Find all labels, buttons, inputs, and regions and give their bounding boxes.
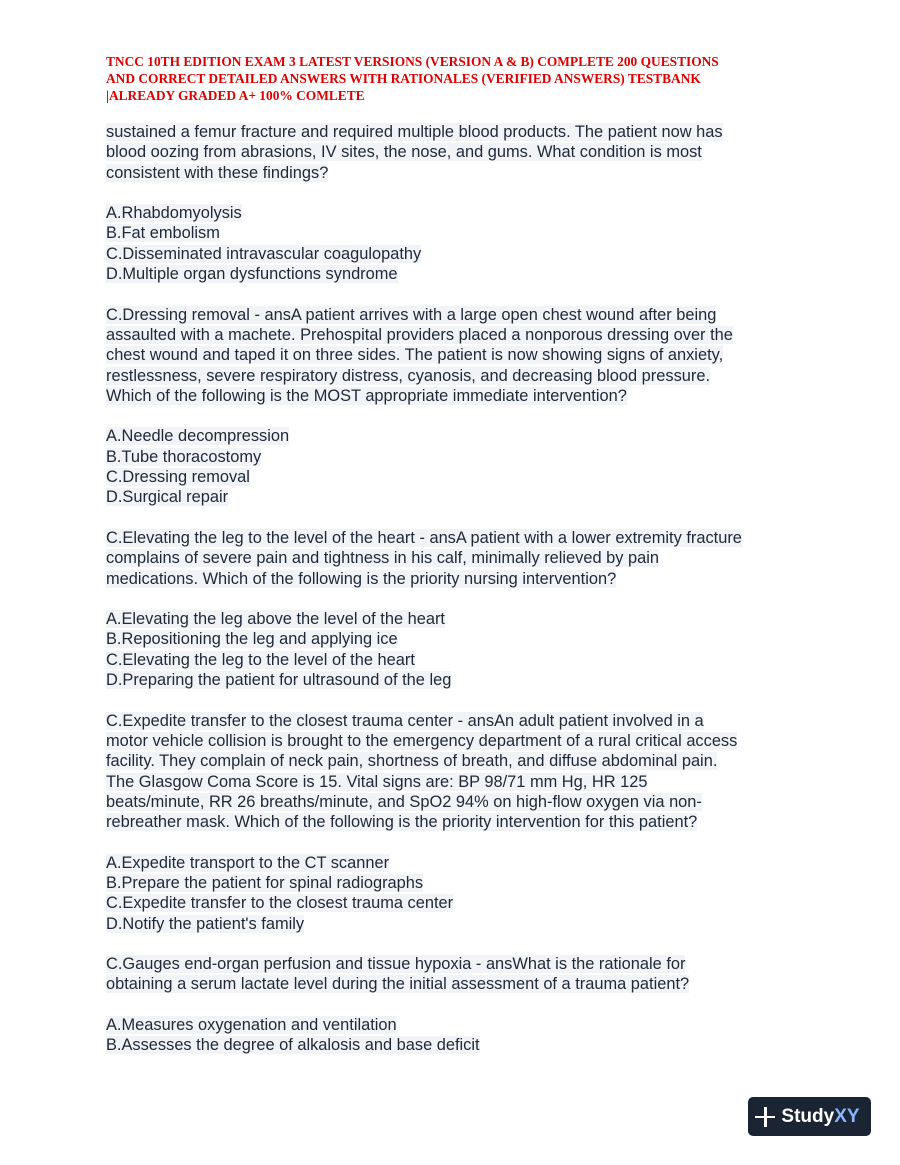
- text-line: [106, 670, 826, 690]
- paragraph-gap: [106, 832, 826, 852]
- text-line: [106, 244, 826, 264]
- text-line: [106, 974, 826, 994]
- line-text: B.Fat embolism: [106, 224, 220, 243]
- text-line: [106, 893, 826, 913]
- text-line: [106, 447, 826, 467]
- line-text: complains of severe pain and tightness in his calf, minimally relieved by pain: [106, 549, 660, 568]
- text-line: [106, 792, 826, 812]
- line-text: assaulted with a machete. Prehospital providers placed a nonporous dressing over the: [106, 325, 733, 344]
- line-text: beats/minute, RR 26 breaths/minute, and SpO2 94% on high-flow oxygen via non-: [106, 792, 702, 811]
- line-text: blood oozing from abrasions, IV sites, the nose, and gums. What condition is most: [106, 143, 702, 162]
- line-text: A.Needle decompression: [106, 427, 290, 446]
- text-line: [106, 528, 826, 548]
- paragraph: [106, 954, 826, 995]
- line-text: C.Elevating the leg to the level of the heart: [106, 650, 415, 669]
- text-line: [106, 569, 826, 589]
- paragraph: [106, 609, 826, 690]
- brand-accent: XY: [834, 1105, 860, 1127]
- text-line: [106, 426, 826, 446]
- paragraph: [106, 426, 826, 507]
- line-text: C.Gauges end-organ perfusion and tissue hypoxia - ansWhat is the rationale for: [106, 955, 686, 974]
- line-text: medications. Which of the following is the priority nursing intervention?: [106, 569, 617, 588]
- line-text: C.Disseminated intravascular coagulopathy: [106, 244, 422, 263]
- line-text: B.Repositioning the leg and applying ice: [106, 630, 398, 649]
- line-text: B.Tube thoracostomy: [106, 447, 262, 466]
- line-text: C.Dressing removal - ansA patient arrives with a large open chest wound after being: [106, 305, 717, 324]
- paragraph: [106, 1015, 826, 1056]
- paragraph: [106, 305, 826, 406]
- line-text: B.Prepare the patient for spinal radiographs: [106, 873, 424, 892]
- line-text: sustained a femur fracture and required multiple blood products. The patient now has: [106, 123, 723, 141]
- text-line: [106, 914, 826, 934]
- line-text: facility. They complain of neck pain, shortness of breath, and diffuse abdominal pain.: [106, 752, 718, 771]
- text-line: [106, 873, 826, 893]
- line-text: consistent with these findings?: [106, 163, 329, 182]
- text-line: [106, 1015, 826, 1035]
- paragraph-gap: [106, 995, 826, 1015]
- text-line: [106, 142, 826, 162]
- line-text: D.Multiple organ dysfunctions syndrome: [106, 265, 398, 284]
- brand-main: Study: [781, 1105, 835, 1127]
- text-line: [106, 629, 826, 649]
- text-line: [106, 548, 826, 568]
- line-text: A.Elevating the leg above the level of the heart: [106, 610, 445, 629]
- paragraph-gap: [106, 284, 826, 304]
- paragraph-gap: [106, 690, 826, 710]
- plus-icon: [755, 1107, 775, 1127]
- text-line: [106, 772, 826, 792]
- line-text: A.Measures oxygenation and ventilation: [106, 1016, 397, 1035]
- text-line: [106, 609, 826, 629]
- text-line: [106, 325, 826, 345]
- paragraph-gap: [106, 934, 826, 954]
- line-text: D.Surgical repair: [106, 488, 229, 507]
- text-line: [106, 751, 826, 771]
- paragraph: [106, 711, 826, 833]
- text-line: [106, 853, 826, 873]
- text-line: [106, 487, 826, 507]
- line-text: chest wound and taped it on three sides. The patient is now showing signs of anxiety,: [106, 346, 724, 365]
- text-line: [106, 223, 826, 243]
- paragraph: [106, 528, 826, 589]
- header-line-3: |ALREADY GRADED A+ 100% COMLETE: [106, 88, 365, 103]
- paragraph: [106, 203, 826, 284]
- text-line: [106, 812, 826, 832]
- text-line: [106, 467, 826, 487]
- line-text: C.Elevating the leg to the level of the heart - ansA patient with a lower extremity fracture: [106, 528, 742, 547]
- paragraph-gap: [106, 508, 826, 528]
- paragraph: [106, 853, 826, 934]
- line-text: motor vehicle collision is brought to the emergency department of a rural critical access: [106, 731, 738, 750]
- paragraph-gap: [106, 183, 826, 203]
- line-text: D.Notify the patient's family: [106, 914, 305, 933]
- line-text: B.Assesses the degree of alkalosis and base deficit: [106, 1036, 480, 1055]
- paragraph-gap: [106, 406, 826, 426]
- line-text: A.Rhabdomyolysis: [106, 204, 242, 223]
- paragraph-gap: [106, 589, 826, 609]
- line-text: rebreather mask. Which of the following is the priority intervention for this patient?: [106, 813, 698, 832]
- studyxy-badge[interactable]: [748, 1097, 871, 1136]
- text-line: [106, 386, 826, 406]
- header-line-2: AND CORRECT DETAILED ANSWERS WITH RATIONALES (VERIFIED ANSWERS) TESTBANK: [106, 71, 701, 86]
- line-text: C.Dressing removal: [106, 468, 250, 487]
- text-line: [106, 305, 826, 325]
- text-line: [106, 203, 826, 223]
- text-line: [106, 650, 826, 670]
- header-line-1: TNCC 10TH EDITION EXAM 3 LATEST VERSIONS (VERSION A & B) COMPLETE 200 QUESTIONS: [106, 54, 719, 69]
- line-text: restlessness, severe respiratory distress, cyanosis, and decreasing blood pressure.: [106, 366, 711, 385]
- line-text: The Glasgow Coma Score is 15. Vital signs are: BP 98/71 mm Hg, HR 125: [106, 772, 648, 791]
- text-line: [106, 264, 826, 284]
- text-line: [106, 366, 826, 386]
- line-text: Which of the following is the MOST appropriate immediate intervention?: [106, 386, 627, 405]
- text-line: [106, 122, 826, 142]
- line-text: C.Expedite transfer to the closest trauma center: [106, 894, 454, 913]
- line-text: obtaining a serum lactate level during the initial assessment of a trauma patient?: [106, 975, 690, 994]
- text-line: [106, 163, 826, 183]
- text-line: [106, 1035, 826, 1055]
- text-line: [106, 954, 826, 974]
- text-line: [106, 731, 826, 751]
- document-header: [106, 53, 806, 104]
- line-text: C.Expedite transfer to the closest trauma center - ansAn adult patient involved in a: [106, 711, 704, 730]
- line-text: D.Preparing the patient for ultrasound of the leg: [106, 671, 452, 690]
- text-line: [106, 711, 826, 731]
- document-body: [106, 122, 826, 1056]
- text-line: [106, 345, 826, 365]
- paragraph: [106, 122, 826, 183]
- line-text: A.Expedite transport to the CT scanner: [106, 853, 390, 872]
